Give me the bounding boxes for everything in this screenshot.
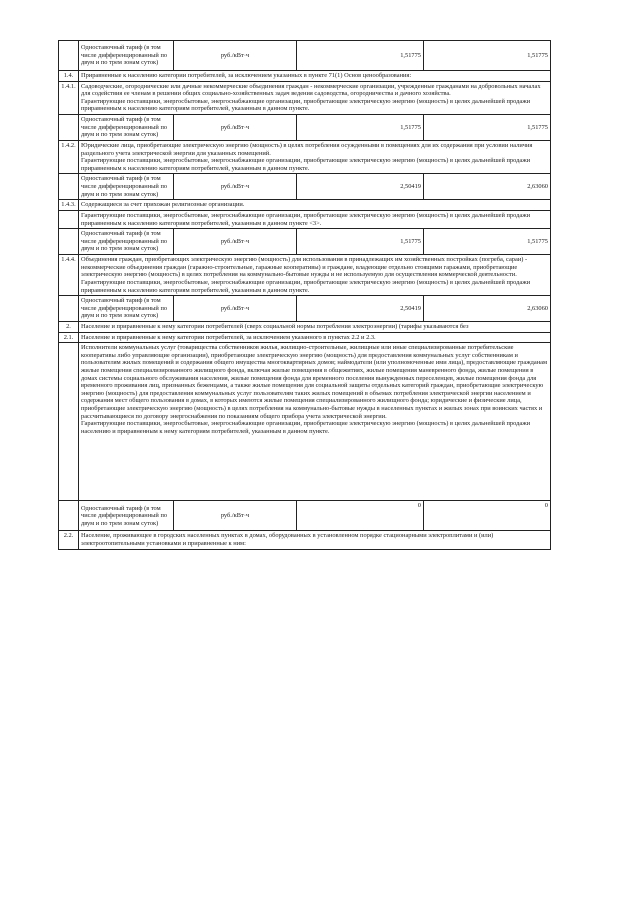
row-number: 1.4. bbox=[59, 71, 79, 82]
row-number bbox=[59, 210, 79, 228]
value-cell-first-half: 2,50419 bbox=[297, 174, 424, 200]
value-cell-second-half: 0 bbox=[424, 501, 551, 531]
section-heading: Население и приравненные к нему категории потребителей (сверх социальной нормы потребления электроэнергии) (тарифы указываются без bbox=[79, 322, 551, 333]
unit-cell: руб./кВт·ч bbox=[174, 501, 297, 531]
tariff-label: Одноставочный тариф (в том числе дифференцированный по двум и по трем зонам суток) bbox=[79, 174, 174, 200]
section-description bbox=[79, 81, 551, 114]
tariff-label: Одноставочный тариф (в том числе дифференцированный по двум и по трем зонам суток) bbox=[79, 229, 174, 255]
blank-space bbox=[81, 435, 548, 499]
section-text-supplier: Гарантирующие поставщики, энергосбытовые, энергоснабжающие организации, приобретающие электрическую энергию (мощность) в целях дальнейшей продажи приравненным к населению категориям потребителей, указанным в данном пункте. bbox=[81, 97, 531, 113]
tariff-document-page bbox=[58, 40, 550, 550]
tariff-label: Одноставочный тариф (в том числе дифференцированный по двум и по трем зонам суток) bbox=[79, 501, 174, 531]
section-text: Объединения граждан, приобретающих электрическую энергию (мощность) для использования в принадлежащих им хозяйственных постройках (погреба, сараи) - некоммерческие объединения граждан (гаражно-строительные, гаражные кооперативы) и граждане, владеющие отдельно стоящими гаражами, приобретающие электрическую энергию (мощность) в целях потребления на коммунально-бытовые нужды и не используемую для осуществления коммерческой деятельности. bbox=[81, 256, 528, 279]
section-description bbox=[79, 140, 551, 173]
unit-cell: руб./кВт·ч bbox=[174, 174, 297, 200]
value-cell-first-half: 1,51775 bbox=[297, 229, 424, 255]
row-number: 1.4.2. bbox=[59, 140, 79, 173]
value-cell-second-half: 2,63060 bbox=[424, 174, 551, 200]
row-number bbox=[59, 343, 79, 501]
value-cell-second-half: 1,51775 bbox=[424, 41, 551, 71]
unit-cell: руб./кВт·ч bbox=[174, 41, 297, 71]
section-text-supplier: Гарантирующие поставщики, энергосбытовые, энергоснабжающие организации, приобретающие электрическую энергию (мощность) в целях дальнейшей продажи приравненным к населению категориям потребителей, указанным в данном пункте. bbox=[81, 157, 531, 172]
row-number bbox=[59, 296, 79, 322]
row-number: 1.4.3. bbox=[59, 200, 79, 211]
value-cell-second-half: 2,63060 bbox=[424, 296, 551, 322]
section-text-supplier: Гарантирующие поставщики, энергосбытовые, энергоснабжающие организации, приобретающие электрическую энергию (мощность) в целях дальнейшей продажи приравненным к населению категориям потребителей, указанным в данном пункте. bbox=[81, 278, 531, 294]
table-row bbox=[59, 200, 551, 211]
tariff-label: Одноставочный тариф (в том числе дифференцированный по двум и по трем зонам суток) bbox=[79, 114, 174, 140]
section-text-supplier: Гарантирующие поставщики, энергосбытовые, энергоснабжающие организации, приобретающие электрическую энергию (мощность) в целях дальнейшей продажи населению и приравненным к нему категориям потребителей, указанным в данном пункте. bbox=[81, 420, 531, 435]
value-cell-first-half: 0 bbox=[297, 501, 424, 531]
table-row bbox=[59, 229, 551, 255]
row-number bbox=[59, 114, 79, 140]
row-number bbox=[59, 41, 79, 71]
table-row bbox=[59, 531, 551, 549]
table-row bbox=[59, 210, 551, 228]
section-text: Юридические лица, приобретающие электрическую энергию (мощность) в целях потребления осужденными в помещениях для их содержания при условии наличия раздельного учета электрической энергии для указанных помещений. bbox=[81, 141, 533, 157]
table-row bbox=[59, 255, 551, 296]
unit-cell: руб./кВт·ч bbox=[174, 296, 297, 322]
row-number bbox=[59, 174, 79, 200]
section-text: Исполнители коммунальных услуг (товарищества собственников жилья, жилищно-строительные, жилищные или иные специализированные потребительские кооперативы либо управляющие организации), приобретающие электрическую энергию (мощность) для предоставления коммунальных услуг собственникам и пользователям жилых помещений и содержания общего имущества многоквартирных домов; наймодатели (или уполномоченные ими лица), предоставляющие гражданам жилые помещения специализированного жилищного фонда, включая жилые помещения в общежитиях, жилые помещения маневренного фонда, жилые помещения в домах системы социального обслуживания населения, жилые помещения фонда для временного поселения вынужденных переселенцев, жилые помещения фонда для временного проживания лиц, признанных беженцами, а также жилые помещения для социальной защиты отдельных категорий граждан, приобретающие электрическую энергию (мощность) для предоставления коммунальных услуг пользователям таких жилых помещений в объемах потребления электрической энергии населением и содержания мест общего пользования в домах, в которых имеются жилые помещения специализированного жилищного фонда; юридические и физические лица, приобретающие электрическую энергию (мощность) в целях потребления на коммунально-бытовые нужды в населенных пунктах и жилых зонах при воинских частях и рассчитывающиеся по договору энергоснабжения по показаниям общего прибора учета электрической энергии. bbox=[81, 344, 548, 420]
row-number bbox=[59, 229, 79, 255]
table-row bbox=[59, 174, 551, 200]
row-number: 1.4.4. bbox=[59, 255, 79, 296]
value-cell-second-half: 1,51775 bbox=[424, 229, 551, 255]
table-row bbox=[59, 343, 551, 501]
table-row bbox=[59, 296, 551, 322]
section-text: Садоводческие, огороднические или дачные некоммерческие объединения граждан - некоммерческие организации, учрежденные гражданами на добровольных началах для содействия ее членам в решении общих социально-хозяйственных задач ведения садоводства, огородничества и дачного хозяйства. bbox=[81, 82, 541, 98]
value-cell-second-half: 1,51775 bbox=[424, 114, 551, 140]
row-number: 2. bbox=[59, 322, 79, 333]
tariff-label: Одноставочный тариф (в том числе дифференцированный по двум и по трем зонам суток) bbox=[79, 296, 174, 322]
table-row bbox=[59, 71, 551, 82]
value-cell-first-half: 1,51775 bbox=[297, 41, 424, 71]
table-row bbox=[59, 322, 551, 333]
table-row bbox=[59, 41, 551, 71]
table-row bbox=[59, 501, 551, 531]
value-cell-first-half: 1,51775 bbox=[297, 114, 424, 140]
section-text-supplier: Гарантирующие поставщики, энергосбытовые, энергоснабжающие организации, приобретающие электрическую энергию (мощность) в целях дальнейшей продажи приравненным к населению категориям потребителей, указанным в данном пункте <3>. bbox=[79, 210, 551, 228]
row-number: 1.4.1. bbox=[59, 81, 79, 114]
unit-cell: руб./кВт·ч bbox=[174, 229, 297, 255]
table-row bbox=[59, 332, 551, 343]
section-description bbox=[79, 255, 551, 296]
tariff-table bbox=[58, 40, 551, 550]
tariff-label: Одноставочный тариф (в том числе дифференцированный по двум и по трем зонам суток) bbox=[79, 41, 174, 71]
row-number: 2.2. bbox=[59, 531, 79, 549]
row-number: 2.1. bbox=[59, 332, 79, 343]
unit-cell: руб./кВт·ч bbox=[174, 114, 297, 140]
section-heading: Содержащиеся за счет прихожан религиозные организации. bbox=[79, 200, 551, 211]
table-row bbox=[59, 81, 551, 114]
section-heading: Население, проживающее в городских населенных пунктах в домах, оборудованных в установленном порядке стационарными электроплитами и (или) электроотопительными установками и приравненные к ним: bbox=[79, 531, 551, 549]
section-heading: Приравненные к населению категории потребителей, за исключением указанных в пункте 71(1) Основ ценообразования: bbox=[79, 71, 551, 82]
value-cell-first-half: 2,50419 bbox=[297, 296, 424, 322]
table-row bbox=[59, 114, 551, 140]
section-heading: Население и приравненные к нему категории потребителей, за исключением указанного в пунктах 2.2 и 2.3. bbox=[79, 332, 551, 343]
row-number bbox=[59, 501, 79, 531]
table-row bbox=[59, 140, 551, 173]
section-description bbox=[79, 343, 551, 501]
